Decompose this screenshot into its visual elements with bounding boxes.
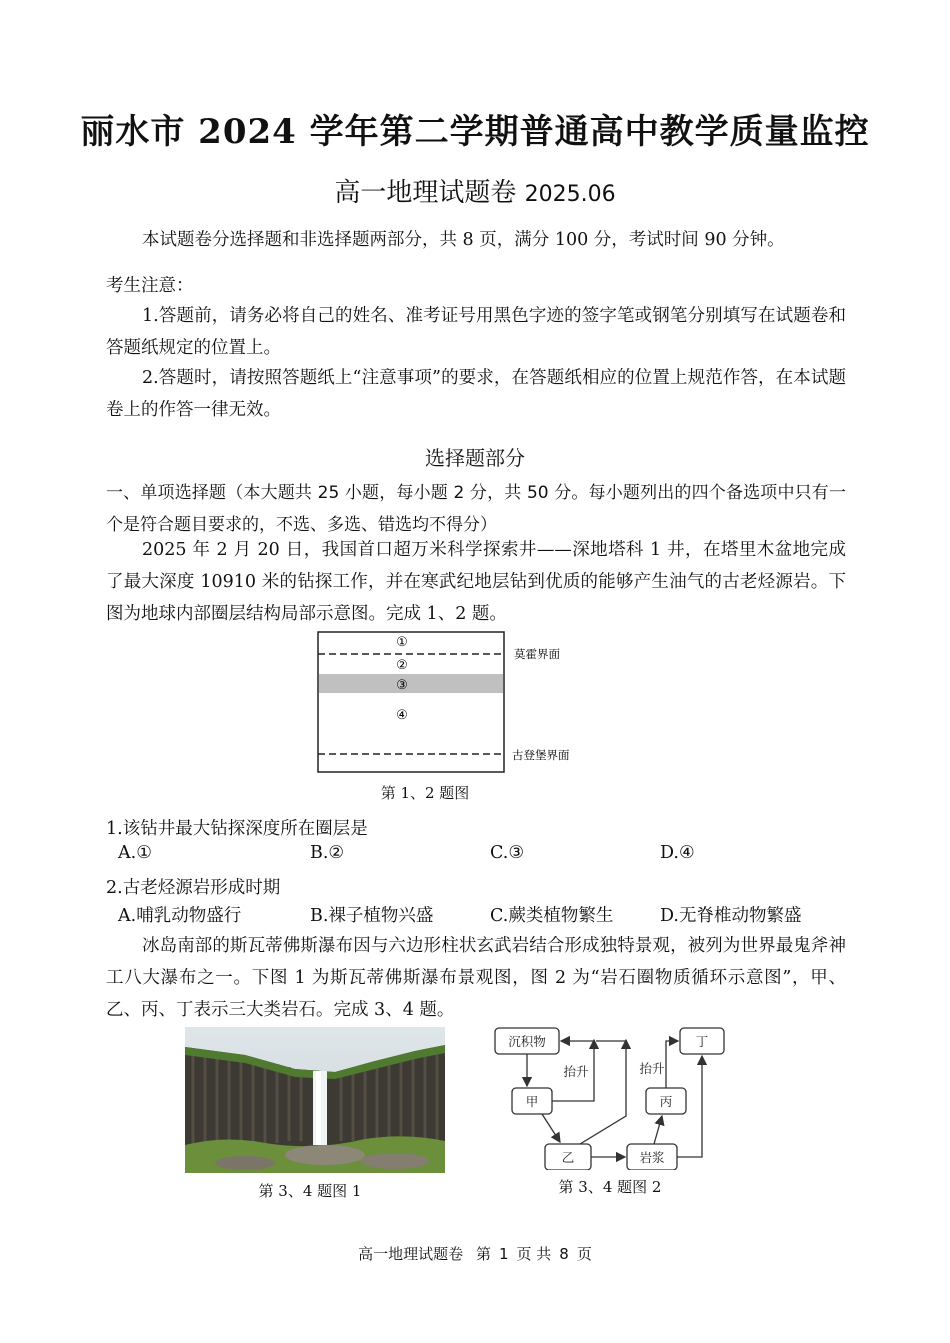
label-ding: 丁 (695, 1034, 709, 1049)
layer-3-label: ③ (396, 678, 408, 693)
notice-item-2: 2.答题时，请按照答题纸上“注意事项”的要求，在答题纸相应的位置上规范作答，在本试题卷上的作答一律无效。 (106, 368, 846, 420)
layer-1-label: ① (396, 635, 408, 650)
notice-heading: 考生注意： (106, 276, 194, 296)
q1-option-a: A.① (118, 843, 152, 863)
layer-2-label: ② (396, 658, 408, 673)
q2-option-c: C.蕨类植物繁生 (490, 906, 614, 926)
footer-title: 高一地理试题卷 (358, 1245, 464, 1263)
earth-layer-diagram (300, 626, 600, 778)
rock-cycle-diagram (490, 1020, 730, 1170)
section-heading: 一、单项选择题（本大题共 25 小题，每小题 2 分，共 50 分。每小题列出的四个备选项中只有一个是符合题目要求的，不选、多选、错选均不得分） (106, 483, 846, 535)
q2-option-a: A.哺乳动物盛行 (118, 906, 242, 926)
waterfall-photo (185, 1027, 445, 1173)
label-uplift-1: 抬升 (563, 1064, 589, 1079)
q1-option-b: B.② (310, 843, 345, 863)
label-yi: 乙 (561, 1150, 575, 1165)
q2-option-b: B.裸子植物兴盛 (310, 906, 434, 926)
label-uplift-2: 抬升 (639, 1061, 665, 1076)
arrow-bing-ding (666, 1041, 678, 1088)
q2-option-d: D.无脊椎动物繁盛 (660, 906, 802, 926)
page-footer (0, 1243, 950, 1264)
passage-1: 2025 年 2 月 20 日，我国首口超万米科学探索井——深地塔科 1 井，在塔里木盆地完成了最大深度 10910 米的钻探工作，并在寒武纪地层钻到优质的能够产生油气的古老烃源岩。下图为地球内部圈层结构局部示意图。完成 1、2 题。 (106, 540, 846, 624)
label-bing: 丙 (659, 1094, 673, 1109)
layer-3-band (319, 674, 503, 693)
exam-subtitle (0, 172, 950, 209)
footer-page-total: 8 (559, 1245, 569, 1263)
gutenberg-label: 古登堡界面 (512, 748, 570, 762)
notice-item-1: 1.答题前，请务必将自己的姓名、准考证号用黑色字迹的签字笔或钢笔分别填写在试题卷和答题纸规定的位置上。 (106, 306, 846, 358)
figure-3-caption: 第 3、4 题图 2 (558, 1178, 662, 1196)
label-magma: 岩浆 (639, 1150, 665, 1165)
exam-title: 丽水市 2024 学年第二学期普通高中教学质量监控 (80, 112, 870, 152)
passage-2: 冰岛南部的斯瓦蒂佛斯瀑布因与六边形柱状玄武岩结合形成独特景观，被列为世界最鬼斧神工八大瀑布之一。下图 1 为斯瓦蒂佛斯瀑布景观图，图 2 为“岩石圈物质循环示意图”，甲、乙、丙、丁表示三大类岩石。完成 3、4 题。 (106, 936, 846, 1020)
figure-2-caption: 第 3、4 题图 1 (258, 1182, 362, 1200)
footer-page-prefix: 第 (475, 1245, 491, 1263)
arrow-yi-up (580, 1040, 626, 1144)
question-1-stem: 1.该钻井最大钻探深度所在圈层是 (106, 819, 368, 839)
label-sediment: 沉积物 (508, 1034, 546, 1049)
diagram-frame (318, 632, 504, 772)
question-2-stem: 2.古老烃源岩形成时期 (106, 878, 281, 898)
figure-1-caption: 第 1、2 题图 (380, 784, 470, 802)
footer-page-number: 1 (498, 1245, 509, 1263)
arrow-jia-yi (542, 1114, 560, 1142)
arrow-magma-bing (654, 1116, 662, 1144)
section-title: 选择题部分 (425, 446, 525, 470)
exam-date: 2025.06 (524, 182, 616, 207)
layer-4-label: ④ (396, 708, 408, 723)
intro-text: 本试题卷分选择题和非选择题两部分，共 8 页，满分 100 分，考试时间 90 分钟。 (142, 230, 785, 250)
q1-option-c: C.③ (490, 843, 525, 863)
footer-page-suffix: 页 (576, 1245, 592, 1263)
subject-title: 高一地理试题卷 (334, 178, 517, 208)
label-jia: 甲 (525, 1094, 539, 1109)
q1-option-d: D.④ (660, 843, 695, 863)
moho-label: 莫霍界面 (514, 647, 560, 661)
footer-page-mid: 页 共 (516, 1245, 552, 1263)
